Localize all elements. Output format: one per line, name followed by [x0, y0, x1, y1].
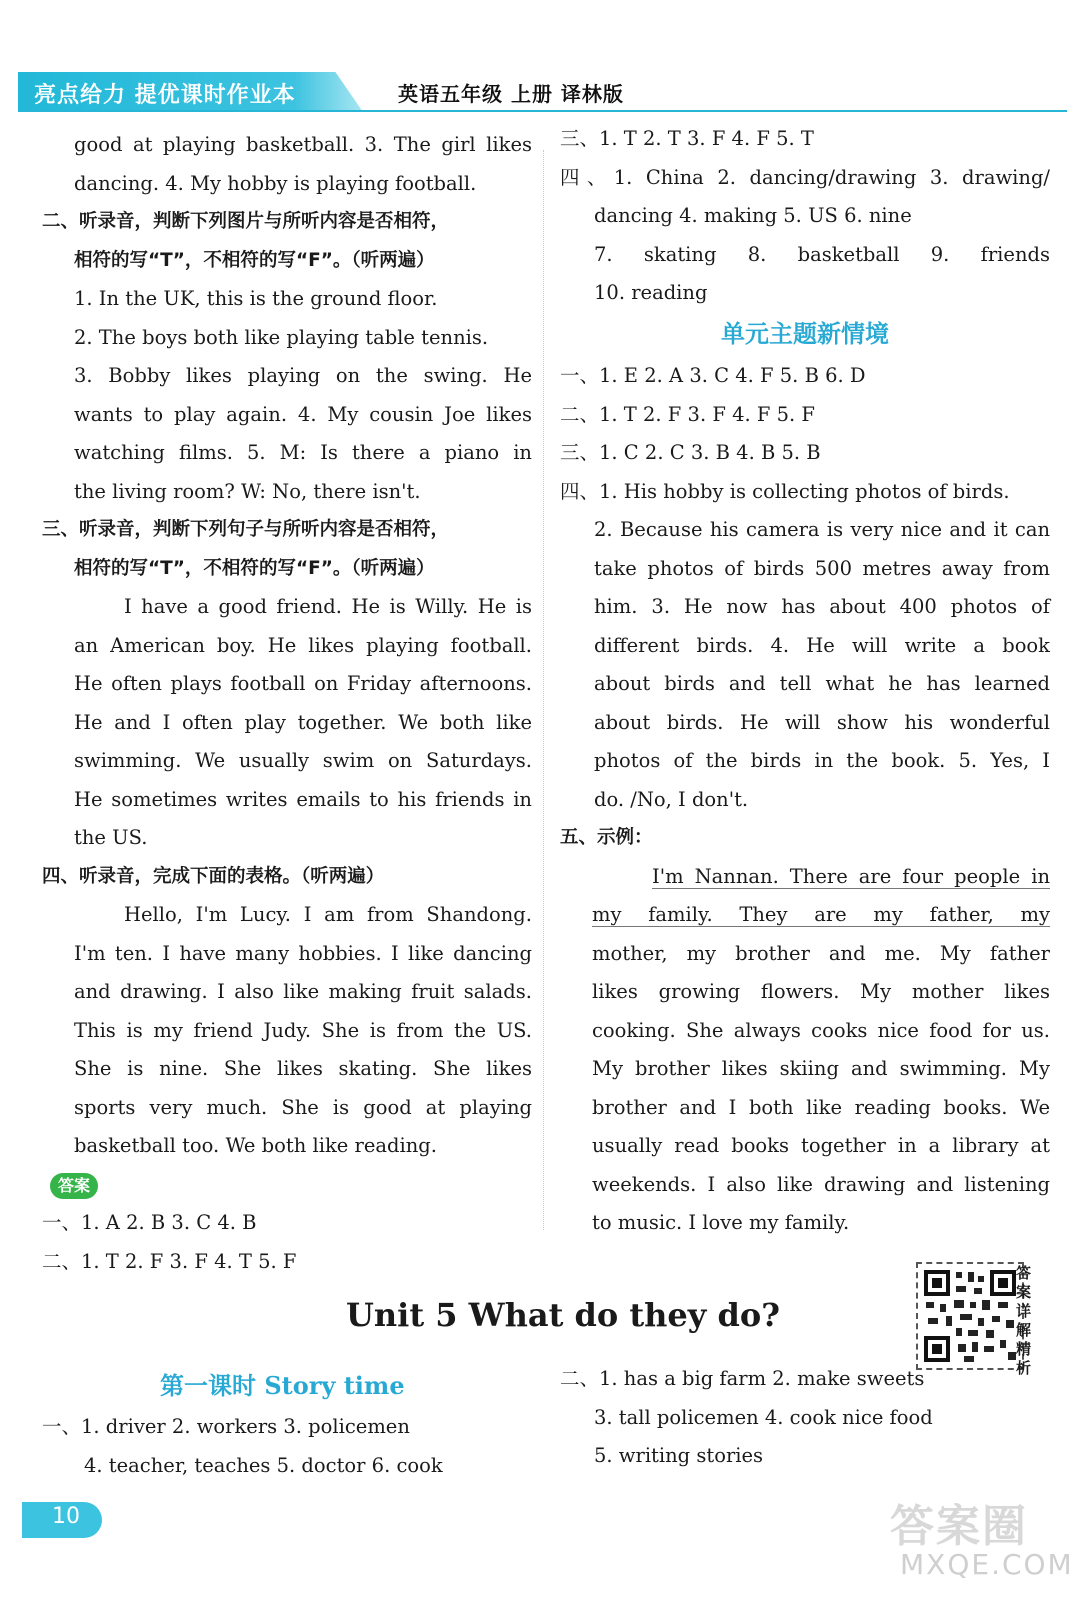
lesson-answers-left — [42, 1408, 542, 1485]
text-line: 10. reading — [594, 281, 708, 304]
header-rule — [18, 110, 1067, 112]
text-line: 相符的写“T”，不相符的写“F”。（听两遍） — [74, 249, 435, 271]
unit-title: Unit 5 What do they do? — [346, 1296, 780, 1334]
text-line: usually read books together in a library at — [592, 1134, 1050, 1157]
text-line: My brother likes skiing and swimming. My — [592, 1057, 1050, 1080]
text-line: 四、听录音，完成下面的表格。（听两遍） — [42, 865, 385, 887]
right-column — [560, 120, 1050, 1243]
text-line: I'm ten. I have many hobbies. I like dancing — [74, 941, 532, 965]
qr-code-icon[interactable] — [916, 1262, 1024, 1370]
text-line: 1. In the UK, this is the ground floor. — [74, 287, 438, 310]
text-line: She is nine. She likes skating. She likes — [74, 1057, 532, 1080]
lesson-title: 第一课时 Story time — [160, 1371, 405, 1400]
text-line: dancing 4. making 5. US 6. nine — [594, 204, 912, 227]
text-line: him. 3. He now has about 400 photos of — [594, 595, 1050, 618]
page-header — [0, 0, 1085, 112]
text-line: swimming. We usually swim on Saturdays. — [74, 749, 532, 772]
text-line: 3. Bobby likes playing on the swing. He — [74, 364, 532, 387]
series-title: 亮点给力 提优课时作业本 — [34, 83, 296, 108]
left-text-block — [42, 126, 532, 1166]
text-line: brother and I both like reading books. We — [592, 1095, 1050, 1119]
text-line: photos of the birds in the book. 5. Yes, I — [594, 749, 1050, 772]
watermark-logo: 答案圈 — [890, 1501, 1028, 1552]
text-line: 2. The boys both like playing table tennis. — [74, 325, 489, 349]
qr-code-graphic — [922, 1268, 1018, 1364]
text-line: 5. writing stories — [594, 1444, 764, 1467]
text-line: I'm Nannan. There are four people in — [652, 864, 1050, 888]
text-line: 7. skating 8. basketball 9. friends — [594, 242, 1050, 266]
left-column — [42, 126, 532, 1281]
text-line: my family. They are my father, my — [592, 903, 1050, 926]
lesson-answers-right — [560, 1360, 1060, 1476]
answer-badge: 答案 — [50, 1173, 98, 1199]
text-line: do. /No, I don't. — [594, 787, 749, 811]
column-divider — [543, 150, 544, 1230]
section-title: 单元主题新情境 — [721, 319, 889, 348]
text-line: 五、示例： — [560, 827, 653, 848]
text-line: basketball too. We both like reading. — [74, 1134, 437, 1157]
text-line: Hello, I'm Lucy. I am from Shandong. — [124, 903, 532, 926]
text-line: likes growing flowers. My mother likes — [592, 980, 1050, 1003]
text-line: mother, my brother and me. My father — [592, 941, 1050, 965]
text-line: 4. teacher, teaches 5. doctor 6. cook — [84, 1453, 443, 1477]
answer-line: 二、1. T 2. F 3. F 4. T 5. F — [42, 1249, 297, 1273]
text-line: 四、1. China 2. dancing/drawing 3. drawing/ — [560, 165, 1050, 189]
text-line: 相符的写“T”，不相符的写“F”。（听两遍） — [74, 557, 435, 579]
text-line: 四、1. His hobby is collecting photos of birds. — [560, 479, 1010, 503]
book-title: 英语五年级 上册 译林版 — [398, 82, 624, 106]
text-line: good at playing basketball. 3. The girl likes — [74, 133, 532, 156]
text-line: He and I often play together. We both like — [74, 710, 532, 734]
text-line: 三、1. C 2. C 3. B 4. B 5. B — [560, 441, 821, 464]
text-line: different birds. 4. He will write a book — [594, 633, 1050, 657]
text-line: I have a good friend. He is Willy. He is — [124, 595, 532, 618]
text-line: about birds. He will show his wonderful — [594, 710, 1050, 734]
left-answer-list — [42, 1204, 532, 1281]
text-line: 三、1. T 2. T 3. F 4. F 5. T — [560, 127, 814, 150]
text-line: dancing. 4. My hobby is playing football. — [74, 171, 477, 195]
page-number: 10 — [52, 1504, 80, 1529]
text-line: He sometimes writes emails to his friends in — [74, 787, 532, 811]
text-line: take photos of birds 500 metres away from — [594, 556, 1050, 580]
text-line: and drawing. I also like making fruit salads. — [74, 980, 532, 1003]
text-line: 一、1. E 2. A 3. C 4. F 5. B 6. D — [560, 364, 866, 387]
text-line: weekends. I also like drawing and listening — [592, 1172, 1050, 1196]
text-line: He often plays football on Friday afternoons. — [74, 672, 532, 695]
text-line: 三、听录音，判断下列句子与所听内容是否相符， — [42, 519, 450, 540]
text-line: 一、1. driver 2. workers 3. policemen — [42, 1415, 410, 1438]
text-line: to music. I love my family. — [592, 1211, 850, 1234]
text-line: 2. Because his camera is very nice and it can — [594, 518, 1050, 541]
text-line: about birds and tell what he has learned — [594, 672, 1050, 695]
answer-line: 一、1. A 2. B 3. C 4. B — [42, 1211, 257, 1234]
text-line: 3. tall policemen 4. cook nice food — [594, 1405, 933, 1429]
text-line: wants to play again. 4. My cousin Joe likes — [74, 402, 532, 426]
watermark-url: MXQE.COM — [900, 1548, 1074, 1581]
text-line: This is my friend Judy. She is from the US. — [74, 1018, 532, 1042]
text-line: 二、听录音，判断下列图片与所听内容是否相符， — [42, 211, 450, 232]
right-text-block — [560, 120, 1050, 313]
text-line: 二、1. has a big farm 2. make sweets — [560, 1367, 925, 1390]
right-answer-list — [560, 357, 1050, 858]
text-line: 二、1. T 2. F 3. F 4. F 5. F — [560, 402, 815, 426]
text-line: watching films. 5. M: Is there a piano in — [74, 441, 532, 464]
qr-label: 答案详解精析 — [1016, 1264, 1032, 1377]
text-line: cooking. She always cooks nice food for us. — [592, 1018, 1050, 1042]
text-line: an American boy. He likes playing football. — [74, 633, 532, 657]
sample-essay — [560, 858, 1050, 1243]
text-line: the US. — [74, 826, 148, 849]
text-line: sports very much. She is good at playing — [74, 1095, 532, 1119]
text-line: the living room? W: No, there isn't. — [74, 479, 421, 503]
